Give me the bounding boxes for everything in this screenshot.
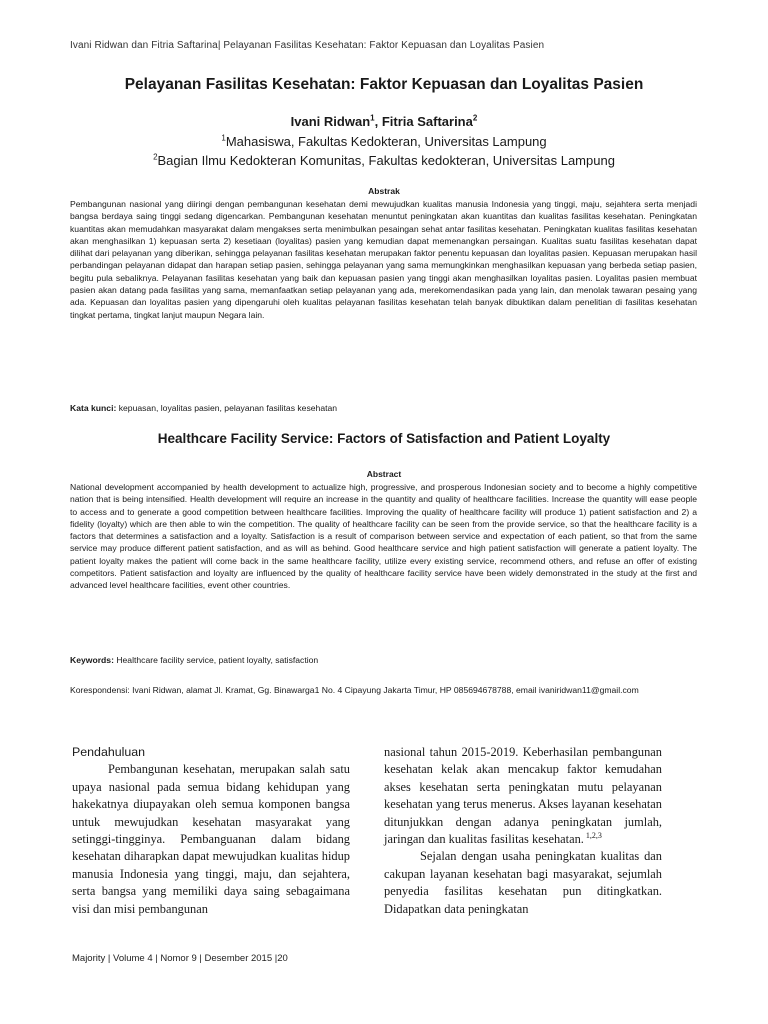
correspondence: Korespondensi: Ivani Ridwan, alamat Jl. Kramat, Gg. Binawarga1 No. 4 Cipayung Jakarta Timur, HP 085694678788, email ivaniridwan11@gmail.com [70,685,639,695]
body-paragraph-text: nasional tahun 2015-2019. Keberhasilan pembangunan kesehatan kelak akan mencakup faktor kemudahan akses kesehatan serta peningkatan mutu pelayanan kesehatan yang terus menerus. Akses layanan kesehatan ditunjukkan dengan adanya peningkatan jumlah, jaringan dan kualitas fasilitas kesehatan. [384,745,662,847]
body-column-right [384,744,662,918]
author-affiliation-mark: 2 [472,113,478,123]
author-list [0,114,768,129]
abstract-text: National development accompanied by health development to actualize high, progressive, and prosperous Indonesian society and to become a highly competitive nation that is being intensified. Health development will require an increase in the quantity and quality of healthcare facilities. Increase the quantity will ease people to access and to generate a good competition between healthcare facilities. Improving the quality of healthcare facility will produce 1) patient satisfaction and 2) a fidelity (loyalty) which are then able to win the competition. The quality of healthcare facility can be seen from the provide service, so that the healthcare facility is a factors that determines a satisfaction and a loyalty. Satisfaction is a result of comparison between service and expectation of each patient, so that from the same service may produce different patient satisfaction, and as will as behind. Good healthcare service and high patient satisfaction will generate a patient loyalty. The patient loyalty makes the patient will come back in the same healthcare facility, utilize every existing service, recommend others, and refuse an offer of existing competitors. Patient satisfaction and loyalty are influenced by the quality of healthcare facility service have been widely demonstrated in the study at the first and advanced level healthcare facilities, event other countries. [70,482,697,591]
author-name: Fitria Saftarina [381,114,473,129]
keywords-text: Healthcare facility service, patient loyalty, satisfaction [113,655,319,665]
english-title: Healthcare Facility Service: Factors of Satisfaction and Patient Loyalty [157,431,611,446]
kata-kunci-text: kepuasan, loyalitas pasien, pelayanan fasilitas kesehatan [116,403,338,413]
body-column-left [72,744,350,918]
abstrak-text: Pembangunan nasional yang diiringi dengan pembangunan kesehatan demi mewujudkan kualitas manusia Indonesia yang tinggi, maju, sejahtera serta menjadi bangsa berdaya saing tinggi sedang digencarkan. Pembangunan kesehatan menuntut peningkatan akan kuantitas dan kualitas fasilitas kesehatan. Peningkatan kuantitas akan memudahkan masyarakat dalam mengakses serta menimbulkan pesaingan sehat antar fasilitas kesehatan. Peningkatan kualitas fasilitas kesehatan akan menghasilkan 1) kepuasan serta 2) kesetiaan (loyalitas) pasien yang kemudian dapat memenangkan persaingan. Kualitas suatu fasilitas kesehatan dapat dilihat dari pelayanan yang diberikan, sehingga pelayanan fasilitas kesehatan merupakan faktor penentu kepuasan dan loyalitas pasien. Kepuasan merupakan hasil perbandingan pelayanan didapat dan harapan setiap pasien, sehingga pelayanan yang sama memungkinkan menghasilkan kepuasan yang berbeda setiap pasien, begitu pula sebaliknya. Pelayanan fasilitas kesehatan yang baik dan kepuasan pasien yang tinggi akan menghasilkan loyalitas pasien. Loyalitas pasien membuat pasien akan datang pada fasilitas yang sama, memanfaatkan setiap pelayanan yang ada, merekomendasikan pada yang lain, dan menolak tawaran pesaing yang ada. Kepuasan dan loyalitas pasien yang dipengaruhi oleh kualitas pelayanan fasilitas kesehatan telah banyak dibuktikan dalam penelitian di fasilitas kesehatan tingkat pertama, tingkat lanjut maupun Negara lain. [70,199,697,320]
kata-kunci-label: Kata kunci: [70,403,117,413]
keywords-label: Keywords: [70,655,114,665]
abstrak-heading: Abstrak [368,186,400,196]
affiliation-text: Mahasiswa, Fakultas Kedokteran, Universitas Lampung [225,134,547,149]
paper-title: Pelayanan Fasilitas Kesehatan: Faktor Kepuasan dan Loyalitas Pasien [124,76,644,93]
affiliation-number: 2 [153,152,158,162]
body-paragraph: Sejalan dengan usaha peningkatan kualitas dan cakupan layanan kesehatan bagi masyarakat, sejumlah penyedia fasilitas kesehatan pun ditingkatkan. Didapatkan data peningkatan [384,849,662,916]
affiliation-1 [0,134,768,149]
author-name: Ivani Ridwan [290,114,371,129]
author-separator: , [374,114,382,129]
keywords [70,655,697,665]
body-paragraph: Pembangunan kesehatan, merupakan salah satu upaya nasional pada semua bidang kehidupan yang hakekatnya diupayakan oleh semua komponen bangsa untuk mewujudkan kesehatan masyarakat yang setinggi-tingginya. Pembanguanan dalam bidang kesehatan diharapkan dapat mewujudkan kualitas hidup manusia Indonesia yang tinggi, maju, dan sejahtera, serta bangsa yang memiliki daya saing sebagaimana visi dan misi pembangunan [72,762,350,916]
abstract-heading: Abstract [366,469,402,479]
body-paragraph [384,744,662,848]
citation-mark: 1,2,3 [583,830,602,840]
section-heading: Pendahuluan [72,745,146,759]
affiliation-2 [0,153,768,168]
kata-kunci [70,403,697,413]
running-header: Ivani Ridwan dan Fitria Saftarina| Pelayanan Fasilitas Kesehatan: Faktor Kepuasan dan Loyalitas Pasien [70,40,545,51]
affiliation-number: 1 [221,133,226,143]
author-affiliation-mark: 1 [370,113,375,123]
page-footer: Majority | Volume 4 | Nomor 9 | Desember 2015 |20 [72,953,288,964]
affiliation-text: Bagian Ilmu Kedokteran Komunitas, Fakultas kedokteran, Universitas Lampung [157,153,615,168]
